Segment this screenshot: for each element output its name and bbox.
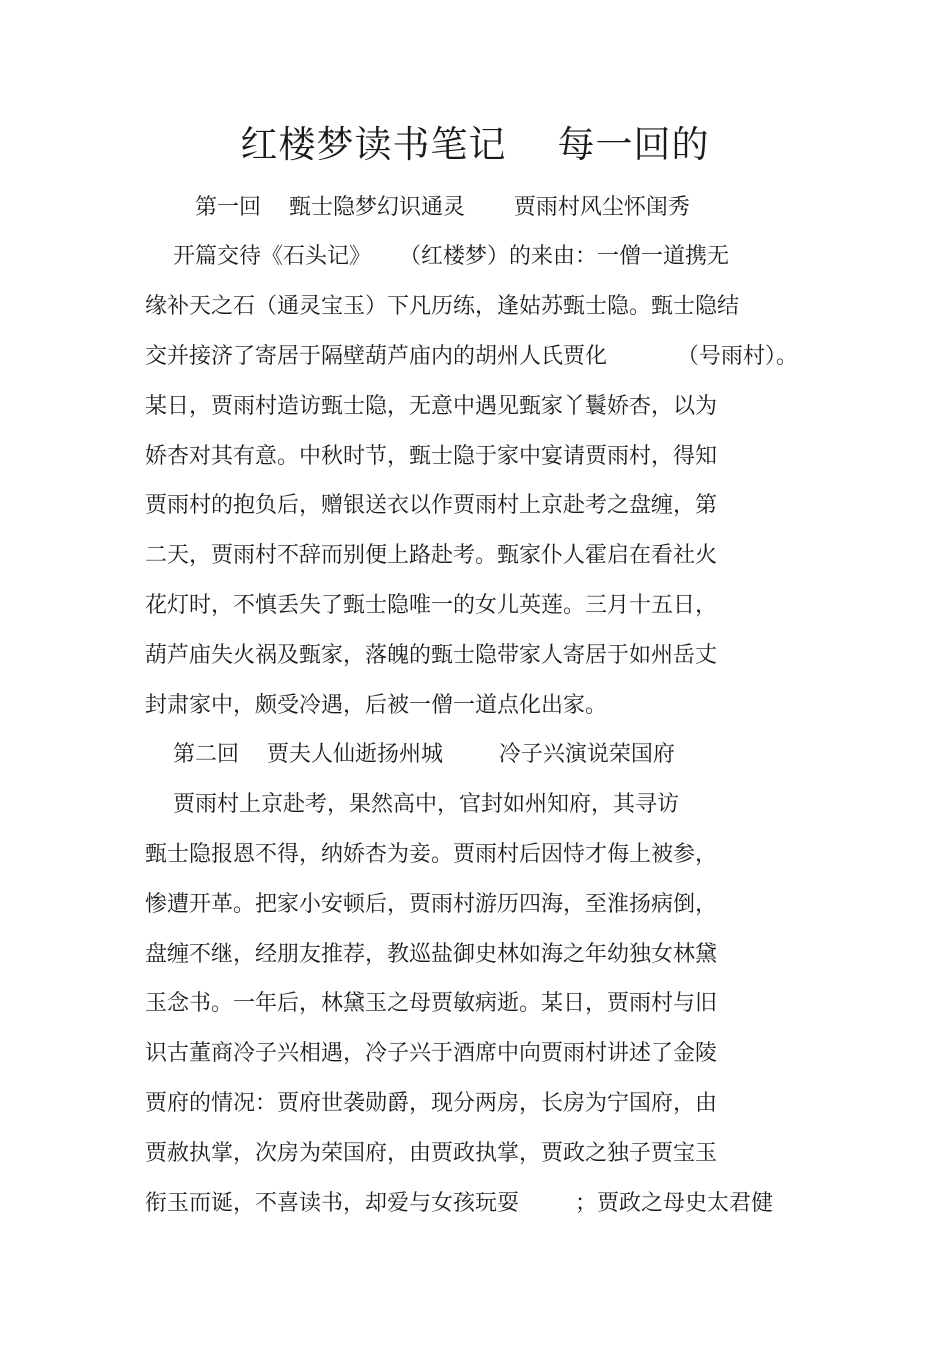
text-line: 封肃家中，颇受冷遇，后被一僧一道点化出家。: [145, 693, 608, 718]
text-line: 开篇交待《石头记》 （红楼梦）的来由：一僧一道携无: [145, 244, 729, 269]
document-title: 红楼梦读书笔记 每一回的: [240, 123, 710, 166]
text-line: 二天，贾雨村不辞而别便上路赴考。甄家仆人霍启在看社火: [145, 543, 718, 568]
text-line: 贾雨村的抱负后，赠银送衣以作贾雨村上京赴考之盘缠，第: [145, 493, 718, 518]
chapter-heading-1: 第一回 甄士隐梦幻识通灵 贾雨村风尘怀闺秀: [195, 195, 690, 220]
chapter-heading-2: 第二回 贾夫人仙逝扬州城 冷子兴演说荣国府: [145, 742, 675, 767]
text-line: 玉念书。一年后，林黛玉之母贾敏病逝。某日，贾雨村与旧: [145, 991, 718, 1016]
text-line: 花灯时，不慎丢失了甄士隐唯一的女儿英莲。三月十五日，: [145, 593, 718, 618]
text-line: 娇杏对其有意。中秋时节，甄士隐于家中宴请贾雨村，得知: [145, 444, 718, 469]
text-line: 甄士隐报恩不得，纳娇杏为妾。贾雨村后因恃才侮上被参，: [145, 842, 718, 867]
text-line: 识古董商冷子兴相遇，冷子兴于酒席中向贾雨村讲述了金陵: [145, 1041, 718, 1066]
text-line: 缘补天之石（通灵宝玉）下凡历练，逢姑苏甄士隐。甄士隐结: [145, 294, 740, 319]
text-line: 盘缠不继，经朋友推荐，教巡盐御史林如海之年幼独女林黛: [145, 942, 718, 967]
text-line: 交并接济了寄居于隔壁葫芦庙内的胡州人氏贾化 （号雨村）。: [145, 344, 798, 369]
text-line: 贾雨村上京赴考，果然高中，官封如州知府，其寻访: [145, 792, 679, 817]
text-line: 贾赦执掌，次房为荣国府，由贾政执掌，贾政之独子贾宝玉: [145, 1141, 718, 1166]
text-line: 衔玉而诞，不喜读书，却爱与女孩玩耍 ；贾政之母史太君健: [145, 1191, 773, 1216]
text-line: 惨遭开革。把家小安顿后，贾雨村游历四海，至淮扬病倒，: [145, 892, 718, 917]
text-line: 某日，贾雨村造访甄士隐，无意中遇见甄家丫鬟娇杏，以为: [145, 394, 718, 419]
text-line: 贾府的情况：贾府世袭勋爵，现分两房，长房为宁国府，由: [145, 1091, 718, 1116]
text-line: 葫芦庙失火祸及甄家，落魄的甄士隐带家人寄居于如州岳丈: [145, 643, 718, 668]
